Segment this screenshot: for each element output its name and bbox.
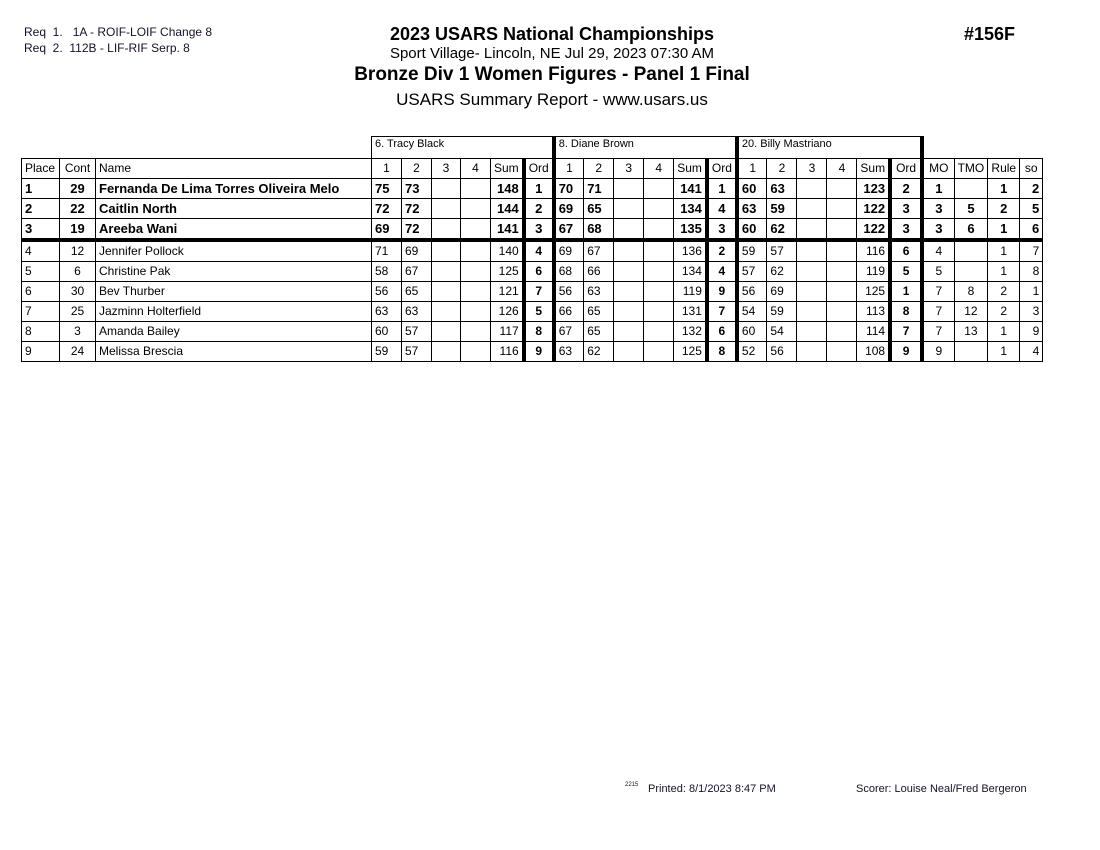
judge-score [797, 240, 827, 262]
judge-score [797, 282, 827, 302]
event-number: #156F [964, 24, 1016, 44]
judge-sum: 140 [491, 240, 524, 262]
judge-ordinal: 9 [707, 282, 737, 302]
judge-score [614, 219, 644, 241]
judge-score: 57 [402, 342, 432, 362]
col-header-sum: Sum [857, 159, 890, 179]
judge-sum: 141 [674, 179, 707, 199]
judge-ordinal: 4 [524, 240, 554, 262]
place: 6 [22, 282, 60, 302]
col-header-2: 2 [584, 159, 614, 179]
judge-score: 56 [372, 282, 402, 302]
col-header-cont: Cont [60, 159, 96, 179]
judge-score [827, 219, 857, 241]
scorer: Scorer: Louise Neal/Fred Bergeron [856, 783, 1027, 795]
total-majority-ordinal [954, 179, 988, 199]
judge-score: 56 [554, 282, 584, 302]
judge-name: 20. Billy Mastriano [737, 137, 922, 159]
judge-sum: 125 [491, 262, 524, 282]
table-row [22, 322, 1043, 342]
results-table [21, 136, 1043, 362]
so: 3 [1020, 302, 1043, 322]
judge-sum: 134 [674, 199, 707, 219]
judge-sum: 126 [491, 302, 524, 322]
skater-name: Christine Pak [96, 262, 372, 282]
judge-sum: 108 [857, 342, 890, 362]
judge-score: 65 [402, 282, 432, 302]
rule: 1 [988, 219, 1020, 241]
event-title: Bronze Div 1 Women Figures - Panel 1 Final [354, 64, 750, 85]
judge-score [461, 322, 491, 342]
col-header-4: 4 [644, 159, 674, 179]
col-header-1: 1 [554, 159, 584, 179]
judge-score [461, 199, 491, 219]
col-header-sum: Sum [674, 159, 707, 179]
judge-score [797, 302, 827, 322]
col-header-3: 3 [432, 159, 461, 179]
judge-score: 54 [737, 302, 767, 322]
judge-score: 71 [372, 240, 402, 262]
judge-sum: 141 [491, 219, 524, 241]
judge-score [797, 199, 827, 219]
judge-ordinal: 1 [707, 179, 737, 199]
contestant-number: 12 [60, 240, 96, 262]
judge-score [614, 240, 644, 262]
place: 3 [22, 219, 60, 241]
judge-score [644, 322, 674, 342]
judge-score: 70 [554, 179, 584, 199]
judge-score: 67 [554, 322, 584, 342]
table-row [22, 282, 1043, 302]
requirement-1: Req 1. 1A - ROIF-LOIF Change 8 [24, 25, 213, 39]
rule: 2 [988, 199, 1020, 219]
judge-score: 57 [737, 262, 767, 282]
judge-score [432, 219, 461, 241]
judge-score: 72 [372, 199, 402, 219]
place: 5 [22, 262, 60, 282]
judge-score: 69 [402, 240, 432, 262]
judge-score: 69 [554, 240, 584, 262]
so: 7 [1020, 240, 1043, 262]
judge-score [644, 219, 674, 241]
judge-sum: 123 [857, 179, 890, 199]
majority-ordinal: 3 [922, 199, 954, 219]
judge-score: 63 [554, 342, 584, 362]
judge-ordinal: 5 [890, 262, 922, 282]
judge-sum: 125 [674, 342, 707, 362]
judge-score: 63 [584, 282, 614, 302]
judge-score [827, 302, 857, 322]
judge-score [827, 179, 857, 199]
judge-score [797, 219, 827, 241]
judge-score: 60 [737, 179, 767, 199]
report-code: 2215 [625, 782, 639, 788]
column-header-row [22, 159, 1043, 179]
judge-score: 68 [584, 219, 614, 241]
judge-score [644, 179, 674, 199]
judge-ordinal: 8 [707, 342, 737, 362]
judge-ordinal: 6 [890, 240, 922, 262]
judge-score: 67 [402, 262, 432, 282]
skater-name: Jennifer Pollock [96, 240, 372, 262]
judge-score: 59 [737, 240, 767, 262]
table-row [22, 302, 1043, 322]
so: 5 [1020, 199, 1043, 219]
judge-score: 66 [584, 262, 614, 282]
place: 8 [22, 322, 60, 342]
contestant-number: 19 [60, 219, 96, 241]
table-row [22, 262, 1043, 282]
contestant-number: 29 [60, 179, 96, 199]
col-header-3: 3 [797, 159, 827, 179]
so: 6 [1020, 219, 1043, 241]
place: 7 [22, 302, 60, 322]
judge-score [827, 282, 857, 302]
judge-score: 72 [402, 219, 432, 241]
judge-name: 6. Tracy Black [372, 137, 554, 159]
judge-ordinal: 7 [524, 282, 554, 302]
judge-sum: 132 [674, 322, 707, 342]
judge-score: 62 [767, 219, 797, 241]
judge-score: 60 [372, 322, 402, 342]
judge-score: 63 [372, 302, 402, 322]
judge-score [797, 342, 827, 362]
judge-ordinal: 1 [890, 282, 922, 302]
judge-score [461, 342, 491, 362]
judge-score: 58 [372, 262, 402, 282]
majority-ordinal: 9 [922, 342, 954, 362]
judge-score: 71 [584, 179, 614, 199]
judge-score: 60 [737, 219, 767, 241]
rule: 1 [988, 342, 1020, 362]
judge-score: 56 [767, 342, 797, 362]
contestant-number: 24 [60, 342, 96, 362]
judge-score [614, 322, 644, 342]
judge-score [644, 302, 674, 322]
judge-sum: 131 [674, 302, 707, 322]
judge-sum: 119 [857, 262, 890, 282]
contestant-number: 6 [60, 262, 96, 282]
majority-ordinal: 3 [922, 219, 954, 241]
judge-score [644, 199, 674, 219]
judge-score [827, 199, 857, 219]
judge-ordinal: 2 [890, 179, 922, 199]
judge-ordinal: 3 [707, 219, 737, 241]
total-majority-ordinal: 12 [954, 302, 988, 322]
judge-sum: 135 [674, 219, 707, 241]
so: 2 [1020, 179, 1043, 199]
place: 9 [22, 342, 60, 362]
table-row [22, 219, 1043, 241]
contestant-number: 30 [60, 282, 96, 302]
judge-name: 8. Diane Brown [554, 137, 737, 159]
judge-sum: 119 [674, 282, 707, 302]
contestant-number: 3 [60, 322, 96, 342]
total-majority-ordinal [954, 342, 988, 362]
total-majority-ordinal: 6 [954, 219, 988, 241]
judge-score [614, 282, 644, 302]
judge-score [461, 302, 491, 322]
judge-sum: 116 [491, 342, 524, 362]
judge-score [614, 302, 644, 322]
majority-ordinal: 4 [922, 240, 954, 262]
judge-score [432, 322, 461, 342]
col-header-3: 3 [614, 159, 644, 179]
rule: 1 [988, 240, 1020, 262]
table-row [22, 240, 1043, 262]
judge-score: 65 [584, 322, 614, 342]
rule: 1 [988, 322, 1020, 342]
judge-sum: 121 [491, 282, 524, 302]
contestant-number: 22 [60, 199, 96, 219]
judge-score [797, 322, 827, 342]
contestant-number: 25 [60, 302, 96, 322]
judge-score [461, 240, 491, 262]
judge-score: 62 [767, 262, 797, 282]
judge-ordinal: 3 [524, 219, 554, 241]
competition-title: 2023 USARS National Championships [389, 24, 715, 44]
place: 4 [22, 240, 60, 262]
judge-score: 59 [767, 199, 797, 219]
judge-score [432, 262, 461, 282]
skater-name: Areeba Wani [96, 219, 372, 241]
rule: 2 [988, 302, 1020, 322]
judge-score: 65 [584, 302, 614, 322]
col-header-1: 1 [372, 159, 402, 179]
col-header-ord: Ord [524, 159, 554, 179]
judge-sum: 148 [491, 179, 524, 199]
judge-ordinal: 9 [524, 342, 554, 362]
judge-ordinal: 6 [524, 262, 554, 282]
judge-score: 59 [372, 342, 402, 362]
skater-name: Fernanda De Lima Torres Oliveira Melo [96, 179, 372, 199]
printed-date: Printed: 8/1/2023 8:47 PM [648, 783, 776, 795]
skater-name: Bev Thurber [96, 282, 372, 302]
col-header-2: 2 [402, 159, 432, 179]
col-header-mo: MO [922, 159, 954, 179]
judge-ordinal: 3 [890, 219, 922, 241]
judge-ordinal: 2 [707, 240, 737, 262]
judge-ordinal: 9 [890, 342, 922, 362]
col-header-tmo: TMO [954, 159, 988, 179]
spacer [922, 137, 1043, 159]
judge-score [644, 262, 674, 282]
col-header-2: 2 [767, 159, 797, 179]
judge-ordinal: 4 [707, 199, 737, 219]
total-majority-ordinal: 5 [954, 199, 988, 219]
skater-name: Jazminn Holterfield [96, 302, 372, 322]
place: 1 [22, 179, 60, 199]
judge-sum: 122 [857, 219, 890, 241]
judge-score [432, 199, 461, 219]
total-majority-ordinal [954, 240, 988, 262]
judge-score: 62 [584, 342, 614, 362]
table-row [22, 199, 1043, 219]
col-header-so: so [1020, 159, 1043, 179]
col-header-name: Name [96, 159, 372, 179]
judge-ordinal: 2 [524, 199, 554, 219]
judge-sum: 116 [857, 240, 890, 262]
judge-ordinal: 7 [707, 302, 737, 322]
place: 2 [22, 199, 60, 219]
so: 9 [1020, 322, 1043, 342]
judge-score [461, 262, 491, 282]
judge-sum: 125 [857, 282, 890, 302]
col-header-ord: Ord [890, 159, 922, 179]
judge-sum: 144 [491, 199, 524, 219]
judge-score [461, 179, 491, 199]
col-header-ord: Ord [707, 159, 737, 179]
judge-score [614, 199, 644, 219]
judge-score [827, 262, 857, 282]
rule: 2 [988, 282, 1020, 302]
so: 8 [1020, 262, 1043, 282]
judge-score [614, 179, 644, 199]
judge-score: 60 [737, 322, 767, 342]
rule: 1 [988, 179, 1020, 199]
so: 1 [1020, 282, 1043, 302]
judge-score: 72 [402, 199, 432, 219]
judge-sum: 134 [674, 262, 707, 282]
total-majority-ordinal: 8 [954, 282, 988, 302]
skater-name: Caitlin North [96, 199, 372, 219]
col-header-rule: Rule [988, 159, 1020, 179]
judge-score: 67 [584, 240, 614, 262]
judge-score [432, 179, 461, 199]
majority-ordinal: 7 [922, 302, 954, 322]
judge-score: 57 [767, 240, 797, 262]
majority-ordinal: 5 [922, 262, 954, 282]
judge-score: 75 [372, 179, 402, 199]
judge-score [644, 342, 674, 362]
col-header-4: 4 [461, 159, 491, 179]
judge-ordinal: 8 [890, 302, 922, 322]
judge-ordinal: 7 [890, 322, 922, 342]
judge-score: 69 [767, 282, 797, 302]
judge-score: 52 [737, 342, 767, 362]
judge-ordinal: 3 [890, 199, 922, 219]
majority-ordinal: 7 [922, 282, 954, 302]
majority-ordinal: 1 [922, 179, 954, 199]
majority-ordinal: 7 [922, 322, 954, 342]
judge-score: 56 [737, 282, 767, 302]
judge-ordinal: 8 [524, 322, 554, 342]
judge-score [644, 240, 674, 262]
col-header-4: 4 [827, 159, 857, 179]
judge-score [827, 322, 857, 342]
judge-score [644, 282, 674, 302]
judge-sum: 122 [857, 199, 890, 219]
judge-score: 63 [737, 199, 767, 219]
report-title: USARS Summary Report - www.usars.us [396, 90, 708, 109]
table-row [22, 179, 1043, 199]
judge-score: 69 [554, 199, 584, 219]
judge-score [432, 342, 461, 362]
judge-score [797, 179, 827, 199]
total-majority-ordinal [954, 262, 988, 282]
judge-score [432, 302, 461, 322]
judge-score: 65 [584, 199, 614, 219]
judge-score [461, 282, 491, 302]
judge-score [461, 219, 491, 241]
skater-name: Melissa Brescia [96, 342, 372, 362]
requirement-2: Req 2. 112B - LIF-RIF Serp. 8 [24, 41, 190, 55]
rule: 1 [988, 262, 1020, 282]
judge-sum: 114 [857, 322, 890, 342]
judge-ordinal: 4 [707, 262, 737, 282]
venue-date: Sport Village- Lincoln, NE Jul 29, 2023 07:30 AM [389, 45, 715, 62]
judge-score [432, 282, 461, 302]
so: 4 [1020, 342, 1043, 362]
skater-name: Amanda Bailey [96, 322, 372, 342]
judge-score: 69 [372, 219, 402, 241]
judge-ordinal: 6 [707, 322, 737, 342]
table-row [22, 342, 1043, 362]
judge-score: 54 [767, 322, 797, 342]
judge-score: 57 [402, 322, 432, 342]
judge-score [614, 342, 644, 362]
judge-ordinal: 1 [524, 179, 554, 199]
judge-score [614, 262, 644, 282]
judge-score: 67 [554, 219, 584, 241]
col-header-1: 1 [737, 159, 767, 179]
judge-score: 63 [402, 302, 432, 322]
judge-score: 66 [554, 302, 584, 322]
judge-score [827, 342, 857, 362]
judge-ordinal: 5 [524, 302, 554, 322]
judge-score: 73 [402, 179, 432, 199]
judge-score [827, 240, 857, 262]
judge-header-row [22, 137, 1043, 159]
judge-score [797, 262, 827, 282]
col-header-sum: Sum [491, 159, 524, 179]
judge-score: 68 [554, 262, 584, 282]
judge-score: 59 [767, 302, 797, 322]
spacer [22, 137, 372, 159]
judge-score: 63 [767, 179, 797, 199]
judge-score [432, 240, 461, 262]
judge-sum: 117 [491, 322, 524, 342]
total-majority-ordinal: 13 [954, 322, 988, 342]
judge-sum: 136 [674, 240, 707, 262]
col-header-place: Place [22, 159, 60, 179]
judge-sum: 113 [857, 302, 890, 322]
